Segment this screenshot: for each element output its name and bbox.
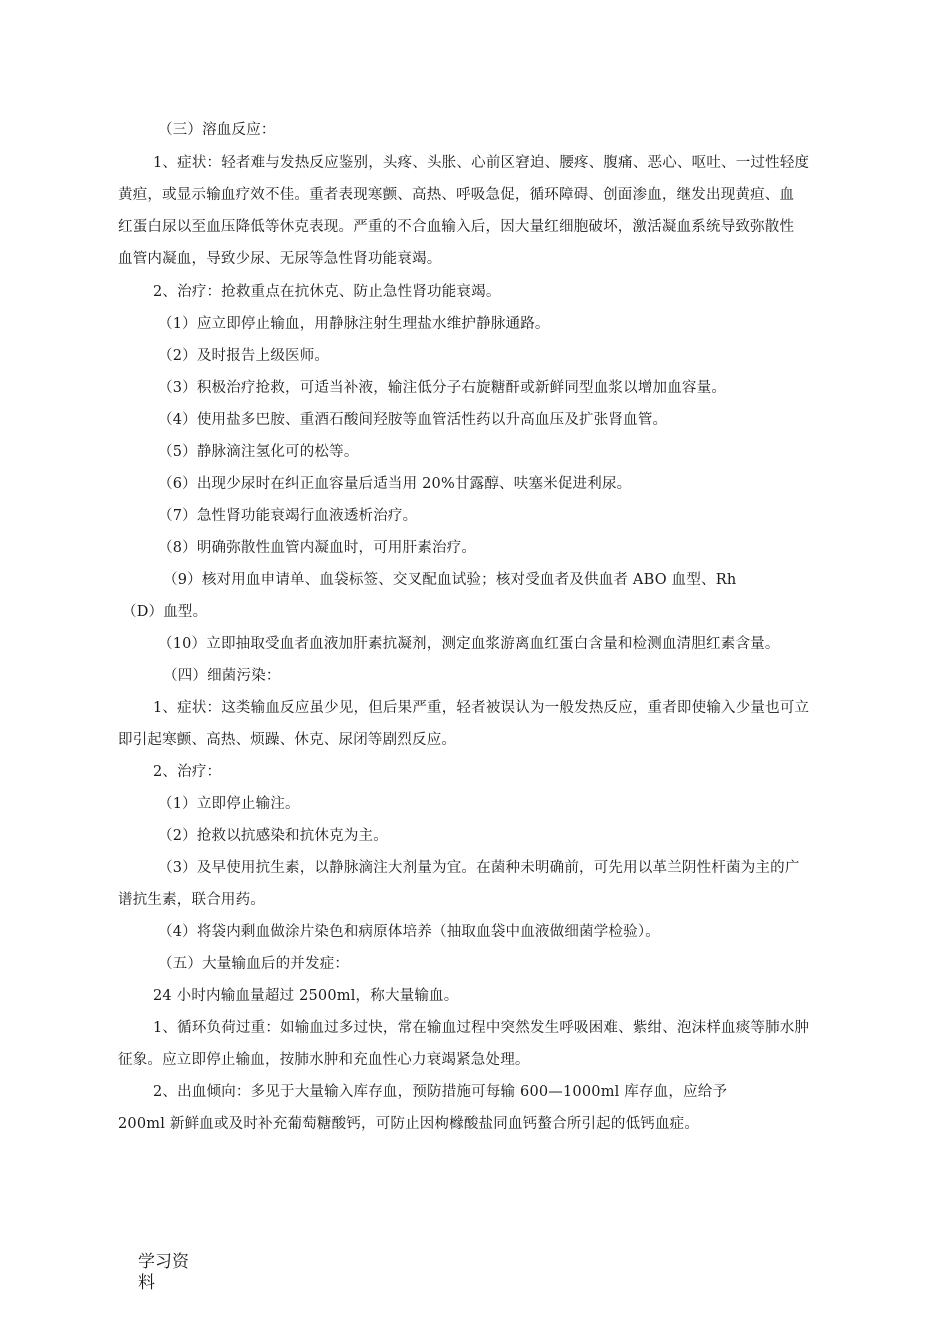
section-heading-massive-transfusion: （五）大量输血后的并发症： — [158, 956, 350, 972]
footer-label: 学习资料 — [138, 1252, 189, 1293]
list-item: （2）及时报告上级医师。 — [158, 348, 330, 364]
paragraph-line: 2、治疗：抢救重点在抗休克、防止急性肾功能衰竭。 — [153, 284, 501, 300]
list-item: （1）立即停止输注。 — [158, 796, 300, 812]
list-item: （3）及早使用抗生素，以静脉滴注大剂量为宜。在菌种未明确前，可先用以革兰阴性杆菌为主的广 — [158, 860, 800, 876]
paragraph-line: 2、出血倾向：多见于大量输入库存血，预防措施可每输 600—1000ml 库存血，应给予 — [153, 1084, 728, 1100]
list-item: （4）将袋内剩血做涂片染色和病原体培养（抽取血袋中血液做细菌学检验）。 — [158, 924, 660, 940]
list-item: （3）积极治疗抢救，可适当补液，输注低分子右旋糖酐或新鲜同型血浆以增加血容量。 — [158, 380, 727, 396]
list-item: （1）应立即停止输血，用静脉注射生理盐水维护静脉通路。 — [158, 316, 550, 332]
list-item: （4）使用盐多巴胺、重酒石酸间羟胺等血管活性药以升高血压及扩张肾血管。 — [158, 412, 668, 428]
section-heading-hemolytic: （三）溶血反应： — [158, 122, 276, 138]
paragraph-line: 征象。应立即停止输血，按肺水肿和充血性心力衰竭紧急处理。 — [118, 1052, 530, 1068]
paragraph-line: 2、治疗： — [153, 764, 222, 780]
list-item-continuation: （D）血型。 — [122, 604, 208, 620]
paragraph-line: 1、循环负荷过重：如输血过多过快，常在输血过程中突然发生呼吸困难、紫绀、泡沫样血痰等肺水肿 — [153, 1020, 810, 1036]
section-heading-bacterial: （四）细菌污染： — [163, 668, 281, 684]
list-item: （8）明确弥散性血管内凝血时，可用肝素治疗。 — [158, 540, 477, 556]
list-item-continuation: 谱抗生素，联合用药。 — [118, 892, 265, 908]
paragraph-line: 24 小时内输血量超过 2500ml，称大量输血。 — [153, 988, 459, 1004]
list-item: （2）抢救以抗感染和抗休克为主。 — [158, 828, 388, 844]
list-item: （10）立即抽取受血者血液加肝素抗凝剂，测定血浆游离血红蛋白含量和检测血清胆红素含量。 — [158, 636, 780, 652]
paragraph-line: 黄疸，或显示输血疗效不佳。重者表现寒颤、高热、呼吸急促，循环障碍、创面渗血，继发出现黄疸、血 — [118, 187, 795, 203]
list-item: （7）急性肾功能衰竭行血液透析治疗。 — [158, 508, 418, 524]
paragraph-line: 1、症状：轻者难与发热反应鉴别，头疼、头胀、心前区窘迫、腰疼、腹痛、恶心、呕吐、一过性轻度 — [153, 155, 810, 171]
paragraph-line: 即引起寒颤、高热、烦躁、休克、尿闭等剧烈反应。 — [118, 732, 457, 748]
list-item: （6）出现少尿时在纠正血容量后适当用 20%甘露醇、呋塞米促进利尿。 — [158, 476, 632, 492]
paragraph-line: 1、症状：这类输血反应虽少见，但后果严重，轻者被误认为一般发热反应，重者即使输入少量也可立 — [153, 700, 810, 716]
list-item: （9）核对用血申请单、血袋标签、交叉配血试验；核对受血者及供血者 ABO 血型、Rh — [163, 572, 737, 588]
paragraph-line: 200ml 新鲜血或及时补充葡萄糖酸钙，可防止因枸橼酸盐同血钙螯合所引起的低钙血症。 — [118, 1116, 700, 1132]
paragraph-line: 红蛋白尿以至血压降低等休克表现。严重的不合血输入后，因大量红细胞破坏，激活凝血系统导致弥散性 — [118, 219, 795, 235]
paragraph-line: 血管内凝血，导致少尿、无尿等急性肾功能衰竭。 — [118, 251, 442, 267]
list-item: （5）静脉滴注氢化可的松等。 — [158, 444, 359, 460]
